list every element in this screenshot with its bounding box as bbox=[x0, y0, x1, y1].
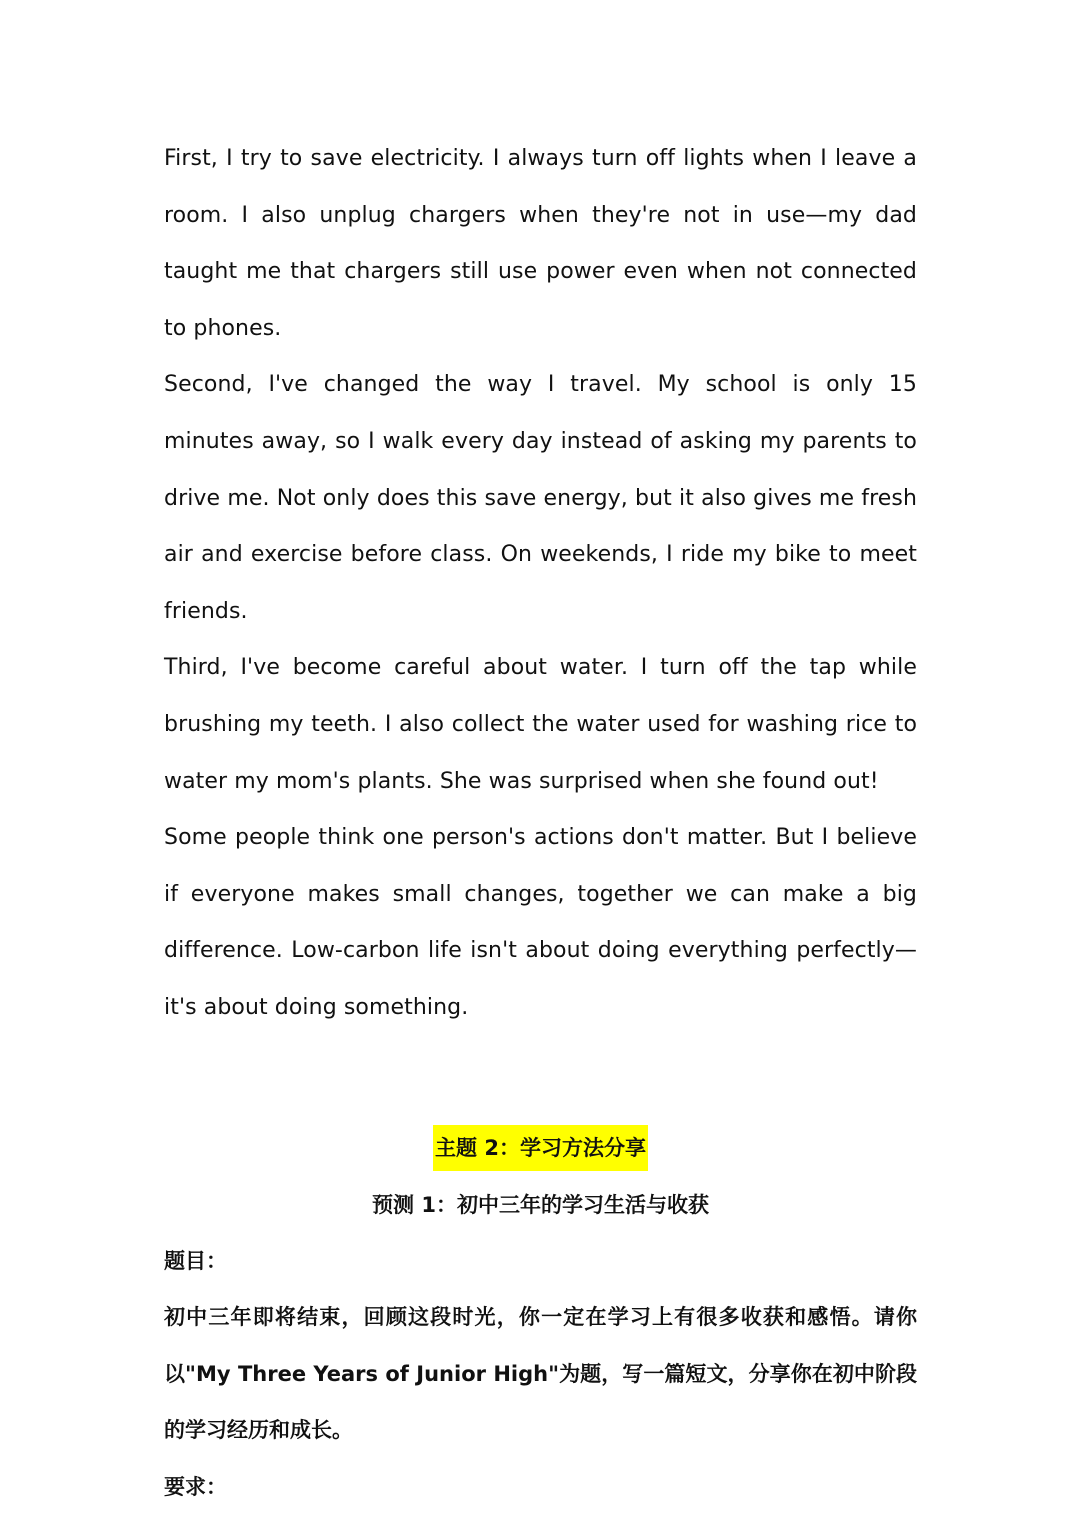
topic-heading: 主题 2：学习方法分享 bbox=[433, 1125, 648, 1171]
prediction-heading: 预测 1：初中三年的学习生活与收获 bbox=[372, 1192, 709, 1217]
requirements-label: 要求： bbox=[164, 1474, 227, 1499]
question-text: 初中三年即将结束，回顾这段时光，你一定在学习上有很多收获和感悟。请你以"My Three Years of Junior High"为题，写一篇短文，分享你在初中阶段的学习经历和成长。 bbox=[164, 1305, 917, 1443]
paragraph-travel: Second, I've changed the way I travel. My school is only 15 minutes away, so I walk every day instead of asking my parents to drive me. Not only does this save energy, but it also gives me fresh air and exercise before class. On weekends, I ride my bike to meet friends. bbox=[164, 372, 917, 624]
paragraph-water: Third, I've become careful about water. I turn off the tap while brushing my teeth. I also collect the water used for washing rice to water my mom's plants. She was surprised when she found out! bbox=[164, 655, 917, 794]
paragraph-conclusion: Some people think one person's actions don't matter. But I believe if everyone makes small changes, together we can make a big difference. Low-carbon life isn't about doing everything perfectly—it's about doing something. bbox=[164, 825, 917, 1020]
paragraph-electricity: First, I try to save electricity. I always turn off lights when I leave a room. I also unplug chargers when they're not in use—my dad taught me that chargers still use power even when not connected to phones. bbox=[164, 146, 917, 341]
question-label: 题目： bbox=[164, 1248, 227, 1273]
section-spacer bbox=[164, 1037, 917, 1119]
document-content bbox=[164, 131, 917, 1515]
topic-heading-row bbox=[164, 1119, 917, 1177]
